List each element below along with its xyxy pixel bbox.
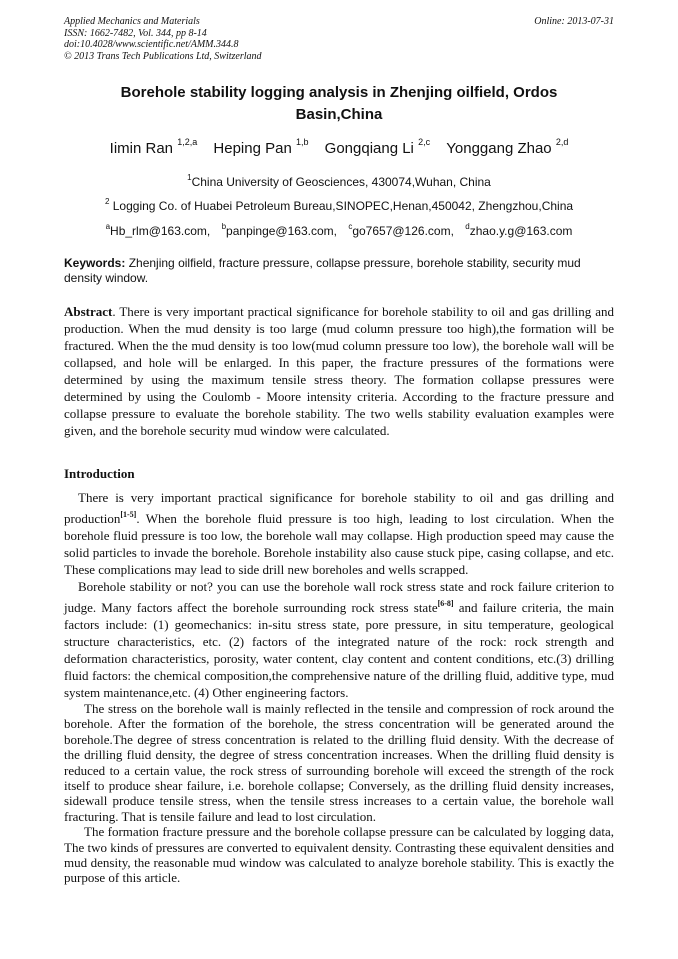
affiliation-mark: 2 (104, 197, 110, 206)
email-mark: d (465, 222, 470, 231)
author-name: Yonggang Zhao (446, 140, 552, 157)
author-affiliation-mark: 1,b (295, 137, 309, 147)
author (324, 137, 431, 157)
paragraph-text: Borehole stability or not? you can use the borehole wall rock stress state and rock failure criterion to judge. Many factors affect the borehole surrounding rock stress state (64, 579, 614, 615)
affiliation-text: China University of Geosciences, 430074,Wuhan, China (191, 175, 491, 189)
citation[interactable]: [1-5] (120, 510, 137, 519)
author (446, 137, 569, 157)
author (109, 137, 198, 157)
email-address: panpinge@163.com, (226, 224, 337, 238)
email-list (64, 222, 614, 238)
author-affiliation-mark: 1,2,a (177, 137, 198, 147)
author (213, 137, 309, 157)
paragraph-text: There is very important practical significance for borehole stability to oil and gas drilling and production (64, 490, 614, 526)
keywords-label: Keywords: (64, 256, 126, 270)
email-mark: b (221, 222, 227, 231)
affiliation-text: Logging Co. of Huabei Petroleum Bureau,SINOPEC,Henan,450042, Zhengzhou,China (112, 199, 574, 213)
abstract-label: Abstract (64, 304, 113, 319)
email-address: zhao.y.g@163.com (469, 224, 573, 238)
author-name: Iimin Ran (109, 140, 174, 157)
author-name: Gongqiang Li (324, 140, 414, 157)
page-header (64, 16, 614, 62)
email-address: Hb_rlm@163.com, (110, 224, 211, 238)
keywords (64, 256, 614, 286)
email[interactable] (465, 224, 572, 238)
citation[interactable]: [6-8] (437, 599, 454, 608)
email[interactable] (348, 224, 454, 238)
paragraph (64, 489, 614, 578)
email-mark: c (348, 222, 353, 231)
paragraph (64, 578, 614, 701)
author-affiliation-mark: 2,d (555, 137, 569, 147)
abstract (64, 303, 614, 439)
keywords-text: Zhenjing oilfield, fracture pressure, collapse pressure, borehole stability, security mud density window. (64, 256, 581, 285)
title-line-2: Basin,China (295, 106, 383, 123)
paragraph-text: and failure criteria, the main factors include: (1) geomechanics: in-situ stress state, pore pressure, in situ temperature, geological structure characteristics, etc. (2) factors of the integrated nature of the rock: rock strength and deformation characteristics, porosity, water content, clay content and content conditions, etc.(3) drilling fluid factors: the chemical composition,the comprehensive nature of the drilling fluid, additive type, mud system maintenance,etc. (4) Other engineering factors. (64, 600, 614, 700)
affiliation-1 (64, 173, 614, 189)
online-date: Online: 2013-07-31 (534, 16, 614, 27)
email-address: go7657@126.com, (352, 224, 454, 238)
issn-line: ISSN: 1662-7482, Vol. 344, pp 8-14 (64, 27, 207, 39)
section-heading-introduction: Introduction (64, 466, 135, 481)
email-mark: a (105, 222, 111, 231)
abstract-text: . There is very important practical significance for borehole stability to oil and gas drilling and production. When the mud density is too large (mud column pressure too high),the formation will be fractured. When the the mud density is too low(mud column pressure too low), the borehole wall will be collapsed, and hole will be enlarged. In this paper, the fracture pressures of the formations were determined by using the maximum tensile stress theory. The formation collapse pressures were determined by using the Coulomb - Moore intensity criteria. According to the fracture pressure and collapse pressure to evaluate the borehole stability. The two wells stability evaluation examples were given, and the borehole security mud window were calculated. (64, 304, 614, 438)
doi-line: doi:10.4028/www.scientific.net/AMM.344.8 (64, 39, 239, 50)
journal-name: Applied Mechanics and Materials (64, 16, 200, 27)
author-list (64, 137, 614, 157)
title-line-1: Borehole stability logging analysis in Zhenjing oilfield, Ordos (120, 84, 558, 101)
paragraph: The stress on the borehole wall is mainly reflected in the tensile and compression of rock around the borehole. After the formation of the borehole, the stress concentration will be generated around the borehole.The degree of stress concentration is related to the drilling fluid density. With the decrease of the drilling fluid density, the degree of stress concentration increases. When the drilling fluid density is reduced to a certain value, the rock stress of surrounding borehole will exceed the strength of the rock itself to produce shear failure, i.e. borehole collapse; Conversely, as the drilling fluid density increases, sidewall produce tensile stress, when the tensile stress increases to a certain value, the borehole wall fracturing. That is tensile failure and lead to lost circulation. (64, 701, 614, 824)
paragraph-text: . When the borehole fluid pressure is too high, leading to lost circulation. When the borehole fluid pressure is too low, the borehole wall may collapse. High production speed may cause the solid particles to invade the borehole. Borehole instability also cause stuck pipe, casing collapse, and etc. These complications may lead to side drill new boreholes and wells scrapped. (64, 511, 614, 577)
copyright-line: © 2013 Trans Tech Publications Ltd, Switzerland (64, 50, 262, 62)
paper-title (64, 82, 614, 126)
affiliation-2 (64, 197, 614, 213)
email[interactable] (222, 224, 337, 238)
email[interactable] (106, 224, 211, 238)
author-affiliation-mark: 2,c (418, 137, 431, 147)
affiliation-mark: 1 (187, 173, 192, 182)
introduction-body (64, 489, 614, 886)
author-name: Heping Pan (213, 140, 292, 157)
paragraph: The formation fracture pressure and the borehole collapse pressure can be calculated by logging data, The two kinds of pressures are converted to equivalent density. Contrasting these equivalent densities and mud density, the reasonable mud window was calculated to analyze borehole stability. This is exactly the purpose of this article. (64, 824, 614, 886)
